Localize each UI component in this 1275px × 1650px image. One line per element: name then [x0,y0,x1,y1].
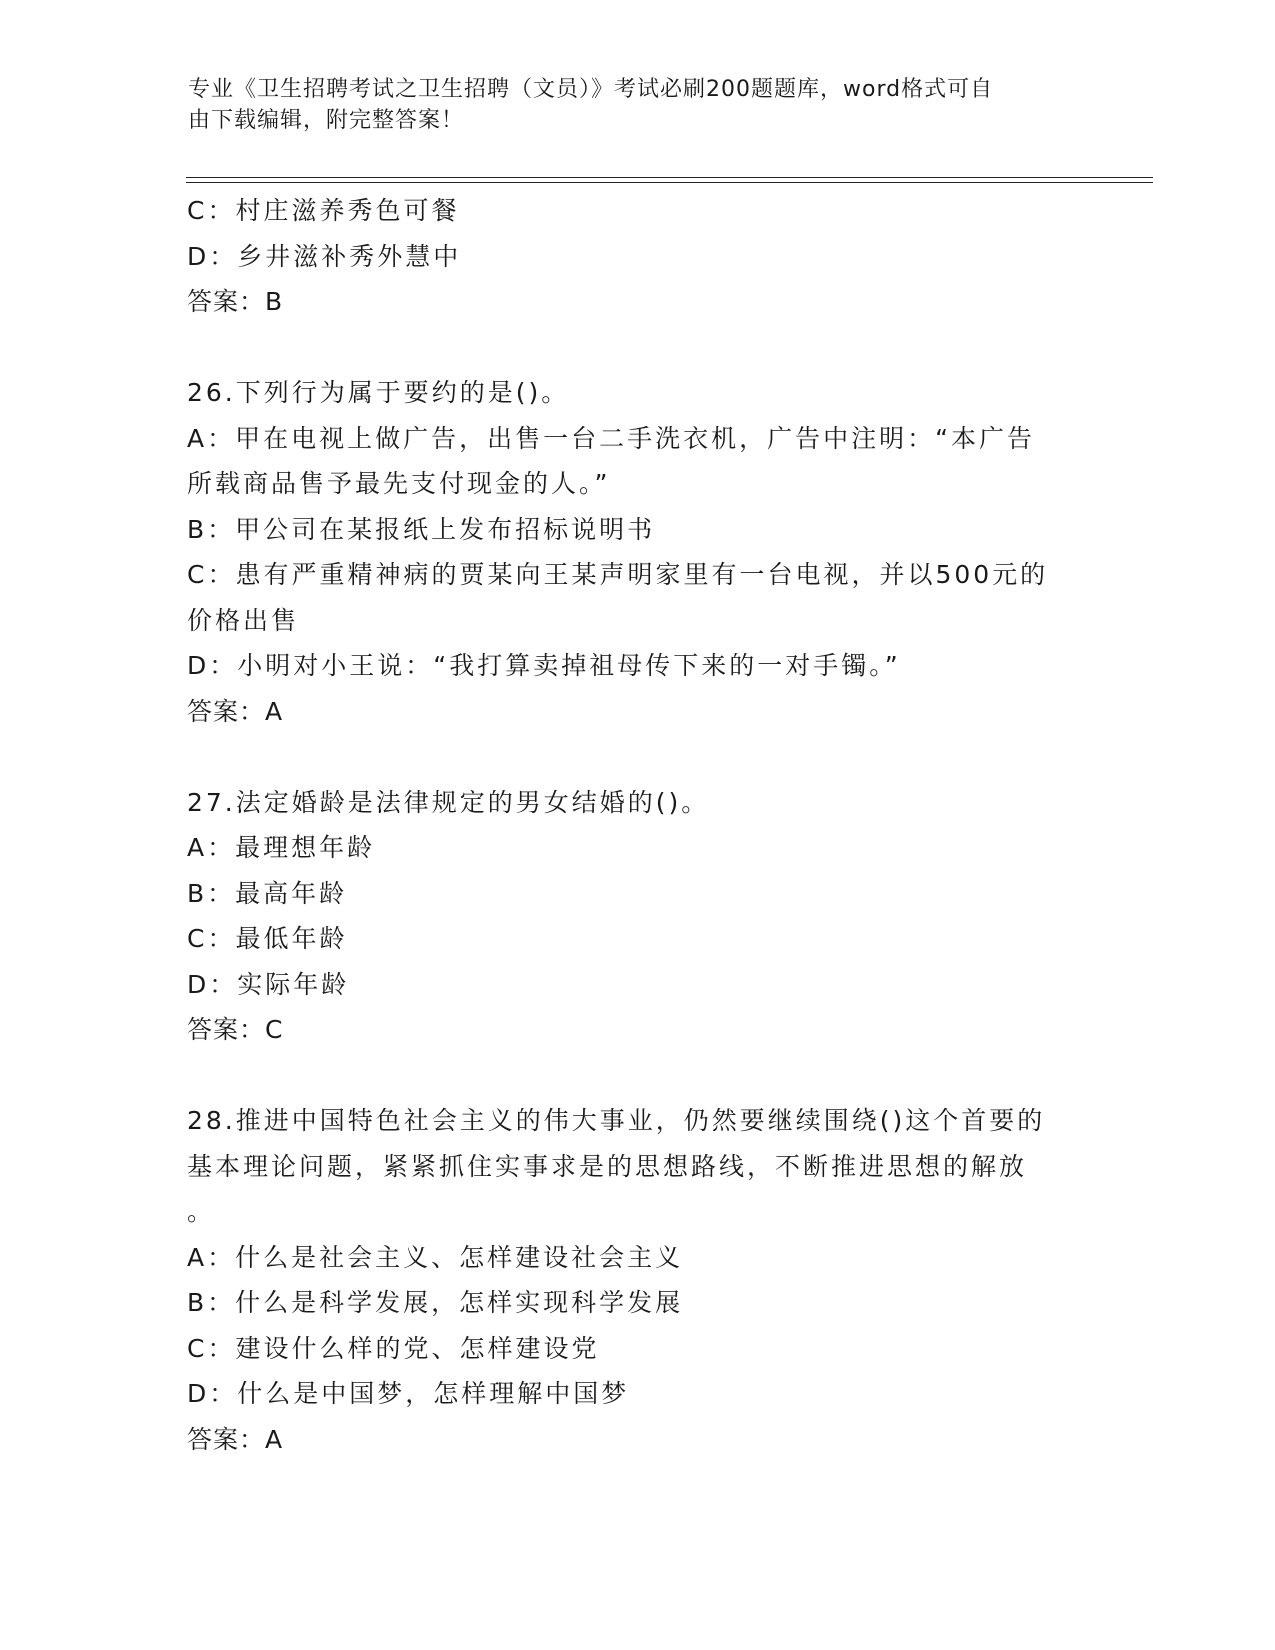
question-list [187,188,1087,1462]
option-a: A：最理想年龄 [187,833,376,862]
header-line-1: 专业《卫生招聘考试之卫生招聘（文员）》考试必刷200题题库，word格式可自 [188,77,994,102]
answer-line: 答案：C [187,1015,284,1044]
question-stem-continued: 基本理论问题，紧紧抓住实事求是的思想路线，不断推进思想的解放 [187,1151,1028,1181]
header-line-2: 由下载编辑，附完整答案！ [188,108,465,133]
question-spacer [187,325,1087,371]
option-a: A：什么是社会主义、怎样建设社会主义 [187,1242,684,1272]
question-stem: 26.下列行为属于要约的是()。 [187,378,570,407]
option-c: C：患有严重精神病的贾某向王某声明家里有一台电视，并以500元的 [187,560,1049,589]
page-header [188,74,1068,136]
option-b: B：甲公司在某报纸上发布招标说明书 [187,514,656,544]
question-block-28 [187,1098,1087,1462]
question-spacer [187,1053,1087,1099]
question-stem-end: 。 [187,1197,216,1226]
option-d: D：什么是中国梦，怎样理解中国梦 [187,1379,630,1408]
header-divider-top [186,177,1153,178]
option-d: D：实际年龄 [187,969,350,999]
question-block-26 [187,370,1087,734]
answer-line: 答案：B [187,287,284,316]
option-c: C：建设什么样的党、怎样建设党 [187,1333,600,1363]
answer-line: 答案：A [187,696,284,726]
option-d: D：小明对小王说：“我打算卖掉祖母传下来的一对手镯。” [187,651,901,680]
option-c: C：最低年龄 [187,924,348,953]
option-a: A：甲在电视上做广告，出售一台二手洗衣机，广告中注明：“本广告 [187,423,1036,453]
option-b: B：什么是科学发展，怎样实现科学发展 [187,1288,684,1317]
option-a-continued: 所载商品售予最先支付现金的人。” [187,469,611,498]
question-block-prev [187,188,1087,325]
header-divider-bottom [186,182,1153,183]
option-c-continued: 价格出售 [187,605,300,635]
option-c: C：村庄滋养秀色可餐 [187,196,460,225]
question-spacer [187,734,1087,780]
question-block-27 [187,780,1087,1053]
option-d: D：乡井滋补秀外慧中 [187,241,462,271]
option-b: B：最高年龄 [187,878,348,908]
answer-line: 答案：A [187,1424,284,1454]
question-stem: 27.法定婚龄是法律规定的男女结婚的()。 [187,787,710,817]
question-stem: 28.推进中国特色社会主义的伟大事业，仍然要继续围绕()这个首要的 [187,1106,1046,1135]
